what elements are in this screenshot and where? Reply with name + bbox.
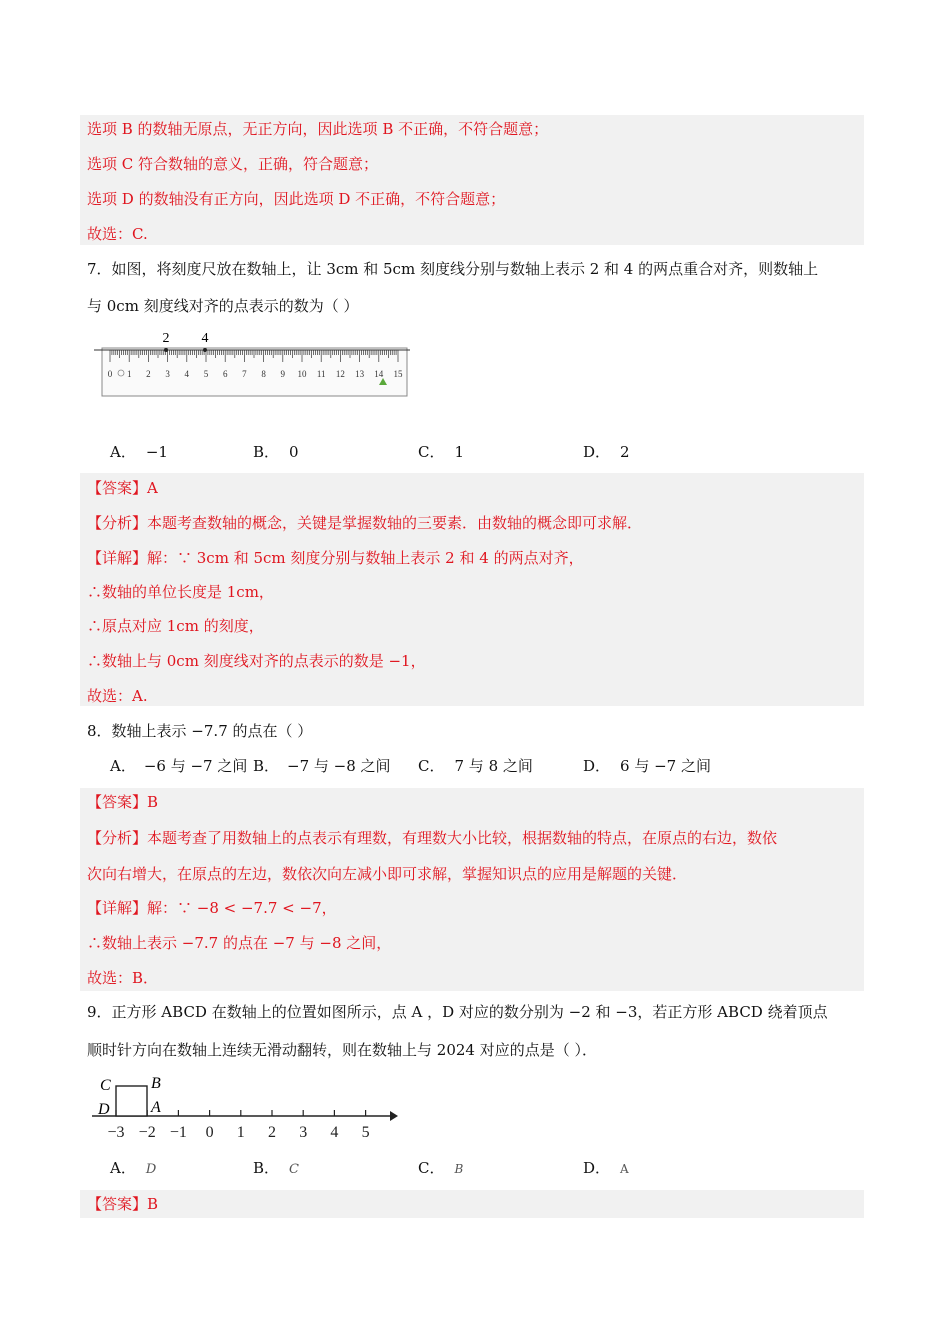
ruler-label-2: 2: [162, 331, 170, 346]
q9-answer: 【答案】B: [87, 1195, 159, 1213]
ruler-figure: [92, 326, 412, 400]
number-line-label: −1: [169, 1124, 187, 1141]
ruler-number: 14: [374, 369, 384, 379]
ruler-number: 0: [107, 369, 113, 379]
ruler-number: 9: [280, 369, 286, 379]
q6-line-choice: 故选：C.: [87, 225, 148, 243]
number-line-label: 4: [330, 1124, 339, 1141]
q7-stem-line2: 与 0cm 刻度线对齐的点表示的数为（ ）: [87, 297, 359, 315]
q8-option-b[interactable]: B． −7 与 −8 之间: [253, 757, 391, 775]
ruler-number: 4: [184, 369, 190, 379]
answer-block-q9: [80, 1190, 864, 1218]
square-numberline-figure: [92, 1070, 402, 1150]
q8-option-a[interactable]: A． −6 与 −7 之间: [110, 757, 248, 775]
q9-option-a[interactable]: A． D: [110, 1159, 157, 1177]
q7-answer: 【答案】A: [87, 479, 158, 497]
ruler-number: 2: [146, 369, 151, 379]
q7-detail-2: ∴数轴的单位长度是 1cm，: [87, 583, 274, 601]
q9-option-c[interactable]: C． B: [418, 1159, 464, 1177]
q8-detail-1: 【详解】解：∵ −8 < −7.7 < −7，: [87, 899, 337, 917]
ruler-number: 5: [203, 369, 209, 379]
q7-option-d[interactable]: D． 2: [583, 443, 630, 461]
ruler-number: 10: [297, 369, 307, 379]
ruler-number: 13: [355, 369, 365, 379]
q7-option-c[interactable]: C． 1: [418, 443, 465, 461]
q7-option-a[interactable]: A． −1: [110, 443, 168, 461]
ruler-number: 6: [222, 369, 228, 379]
ruler-point-4: [203, 348, 207, 352]
vertex-c: C: [100, 1077, 111, 1094]
q6-line-c: 选项 C 符合数轴的意义，正确，符合题意；: [87, 155, 379, 173]
q6-line-d: 选项 D 的数轴没有正方向，因此选项 D 不正确，不符合题意；: [87, 190, 506, 208]
q7-choice: 故选：A.: [87, 687, 148, 705]
q7-detail-3: ∴原点对应 1cm 的刻度，: [87, 617, 264, 635]
ruler-number: 1: [126, 369, 132, 379]
q8-analysis-2: 次向右增大，在原点的左边，数依次向左减小即可求解，掌握知识点的应用是解题的关键．: [87, 865, 688, 883]
number-line-label: 5: [361, 1124, 370, 1141]
q8-analysis-1: 【分析】本题考查了用数轴上的点表示有理数，有理数大小比较，根据数轴的特点，在原点的右边，数依: [87, 829, 778, 847]
q7-detail-1: 【详解】解：∵ 3cm 和 5cm 刻度分别与数轴上表示 2 和 4 的两点对齐，: [87, 549, 584, 567]
q9-option-d[interactable]: D． A: [583, 1159, 629, 1177]
ruler-number: 8: [261, 369, 266, 379]
ruler-label-4: 4: [201, 331, 209, 346]
ruler-number: 12: [335, 369, 345, 379]
q8-choice: 故选：B．: [87, 969, 159, 987]
q7-detail-4: ∴数轴上与 0cm 刻度线对齐的点表示的数是 −1，: [87, 652, 426, 670]
q9-option-b[interactable]: B． C: [253, 1159, 299, 1177]
q8-stem: 8．数轴上表示 −7.7 的点在（ ）: [87, 722, 313, 740]
number-line-label: 1: [236, 1124, 245, 1141]
number-line-label: 3: [299, 1124, 308, 1141]
number-line-label: 0: [205, 1124, 214, 1141]
vertex-a: A: [151, 1099, 161, 1116]
q7-analysis: 【分析】本题考查数轴的概念，关键是掌握数轴的三要素．由数轴的概念即可求解．: [87, 514, 643, 532]
q8-detail-2: ∴数轴上表示 −7.7 的点在 −7 与 −8 之间，: [87, 934, 392, 952]
number-line-label: 2: [268, 1124, 276, 1141]
q7-option-b[interactable]: B． 0: [253, 443, 299, 461]
square-abcd: [116, 1086, 147, 1116]
number-line-label: −2: [138, 1124, 156, 1141]
q8-answer: 【答案】B: [87, 793, 159, 811]
arrow-icon: [390, 1111, 398, 1121]
q7-stem-line1: 7．如图，将刻度尺放在数轴上，让 3cm 和 5cm 刻度线分别与数轴上表示 2 和 4 的两点重合对齐，则数轴上: [87, 260, 819, 278]
vertex-d: D: [98, 1101, 110, 1118]
number-line-label: −3: [107, 1124, 125, 1141]
ruler-number: 11: [316, 369, 326, 379]
ruler-point-2: [164, 348, 168, 352]
answer-block-q8: [80, 788, 864, 991]
q8-option-c[interactable]: C． 7 与 8 之间: [418, 757, 533, 775]
vertex-b: B: [151, 1075, 161, 1092]
ruler-number: 7: [242, 369, 247, 379]
q9-stem-line1: 9．正方形 ABCD 在数轴上的位置如图所示，点 A ，D 对应的数分别为 −2 和 −3，若正方形 ABCD 绕着顶点: [87, 1003, 828, 1021]
q8-option-d[interactable]: D． 6 与 −7 之间: [583, 757, 711, 775]
q6-line-b: 选项 B 的数轴无原点，无正方向，因此选项 B 不正确，不符合题意；: [87, 120, 549, 138]
ruler-number: 15: [393, 369, 403, 379]
q9-stem-line2: 顺时针方向在数轴上连续无滑动翻转，则在数轴上与 2024 对应的点是（ ）．: [87, 1041, 597, 1059]
ruler-number: 3: [165, 369, 170, 379]
